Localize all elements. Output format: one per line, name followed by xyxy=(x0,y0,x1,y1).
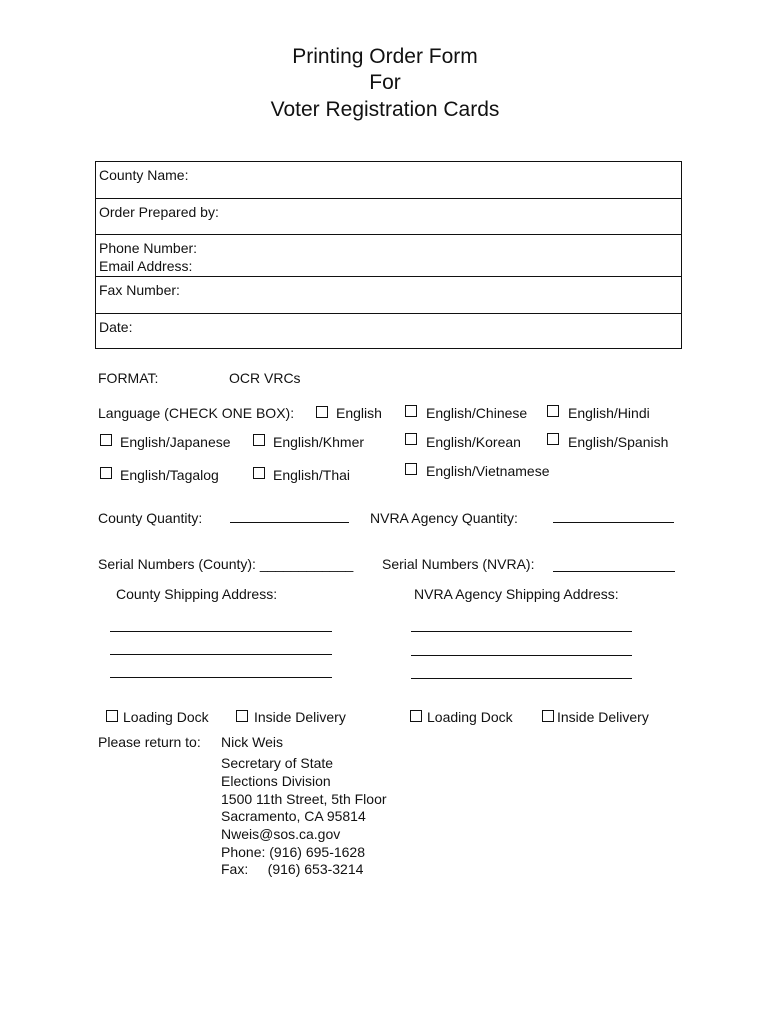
info-table xyxy=(95,161,682,349)
form-title-for: For xyxy=(369,71,401,94)
option-english-chinese: English/Chinese xyxy=(426,405,528,421)
return-street: 1500 11th Street, 5th Floor xyxy=(221,791,387,807)
email-address-label: Email Address: xyxy=(99,258,193,274)
return-fax: Fax: (916) 653-3214 xyxy=(221,861,364,877)
option-english: English xyxy=(336,405,382,421)
checkbox-english-thai[interactable] xyxy=(253,467,265,479)
county-loading-dock-label: Loading Dock xyxy=(123,709,209,725)
form-subtitle: Voter Registration Cards xyxy=(270,98,500,121)
serial-county-label[interactable]: Serial Numbers (County): ____________ xyxy=(98,556,354,572)
nvra-loading-dock-label: Loading Dock xyxy=(427,709,513,725)
option-english-vietnamese: English/Vietnamese xyxy=(426,463,550,479)
nvra-shipping-label: NVRA Agency Shipping Address: xyxy=(414,586,619,602)
fax-number-label: Fax Number: xyxy=(99,282,180,298)
language-label: Language (CHECK ONE BOX): xyxy=(98,405,295,421)
option-english-tagalog: English/Tagalog xyxy=(120,467,219,483)
nvra-address-line-2[interactable] xyxy=(411,655,632,656)
date-row[interactable] xyxy=(96,314,681,348)
format-value: OCR VRCs xyxy=(229,370,301,386)
county-address-line-1[interactable] xyxy=(110,631,332,632)
checkbox-english-korean[interactable] xyxy=(405,433,417,445)
return-name: Nick Weis xyxy=(221,734,283,750)
nvra-address-line-1[interactable] xyxy=(411,631,632,632)
option-english-thai: English/Thai xyxy=(273,467,351,483)
county-shipping-label: County Shipping Address: xyxy=(116,586,278,602)
return-office: Secretary of State xyxy=(221,755,334,771)
phone-email-row[interactable] xyxy=(96,235,681,277)
checkbox-nvra-inside-delivery[interactable] xyxy=(542,710,554,722)
return-email[interactable]: Nweis@sos.ca.gov xyxy=(221,826,341,842)
format-label: FORMAT: xyxy=(98,370,159,386)
checkbox-english-hindi[interactable] xyxy=(547,405,559,417)
checkbox-english-khmer[interactable] xyxy=(253,434,265,446)
county-name-row[interactable] xyxy=(96,162,681,199)
county-quantity-field[interactable] xyxy=(230,522,349,523)
return-phone: Phone: (916) 695-1628 xyxy=(221,844,365,860)
date-label: Date: xyxy=(99,319,133,335)
checkbox-english-japanese[interactable] xyxy=(100,434,112,446)
checkbox-english-chinese[interactable] xyxy=(405,405,417,417)
option-english-khmer: English/Khmer xyxy=(273,434,365,450)
return-division: Elections Division xyxy=(221,773,331,789)
option-english-japanese: English/Japanese xyxy=(120,434,231,450)
checkbox-county-inside-delivery[interactable] xyxy=(236,710,248,722)
county-name-label: County Name: xyxy=(99,167,189,183)
checkbox-english-spanish[interactable] xyxy=(547,433,559,445)
return-to-label: Please return to: xyxy=(98,734,201,750)
phone-number-label: Phone Number: xyxy=(99,240,198,256)
county-inside-delivery-label: Inside Delivery xyxy=(254,709,346,725)
serial-nvra-label: Serial Numbers (NVRA): xyxy=(382,556,535,572)
nvra-quantity-field[interactable] xyxy=(553,522,674,523)
option-english-spanish: English/Spanish xyxy=(568,434,669,450)
checkbox-english-vietnamese[interactable] xyxy=(405,463,417,475)
order-prepared-row[interactable] xyxy=(96,199,681,235)
checkbox-english-tagalog[interactable] xyxy=(100,467,112,479)
nvra-inside-delivery-label: Inside Delivery xyxy=(557,709,649,725)
return-city: Sacramento, CA 95814 xyxy=(221,808,366,824)
option-english-hindi: English/Hindi xyxy=(568,405,650,421)
order-prepared-label: Order Prepared by: xyxy=(99,204,219,220)
fax-number-row[interactable] xyxy=(96,277,681,314)
county-address-line-3[interactable] xyxy=(110,677,332,678)
form-title: Printing Order Form xyxy=(292,45,478,68)
serial-nvra-field[interactable] xyxy=(553,571,675,572)
nvra-quantity-label: NVRA Agency Quantity: xyxy=(370,510,518,526)
option-english-korean: English/Korean xyxy=(426,434,521,450)
county-quantity-label: County Quantity: xyxy=(98,510,203,526)
county-address-line-2[interactable] xyxy=(110,654,332,655)
nvra-address-line-3[interactable] xyxy=(411,678,632,679)
checkbox-english[interactable] xyxy=(316,406,328,418)
checkbox-nvra-loading-dock[interactable] xyxy=(410,710,422,722)
checkbox-county-loading-dock[interactable] xyxy=(106,710,118,722)
